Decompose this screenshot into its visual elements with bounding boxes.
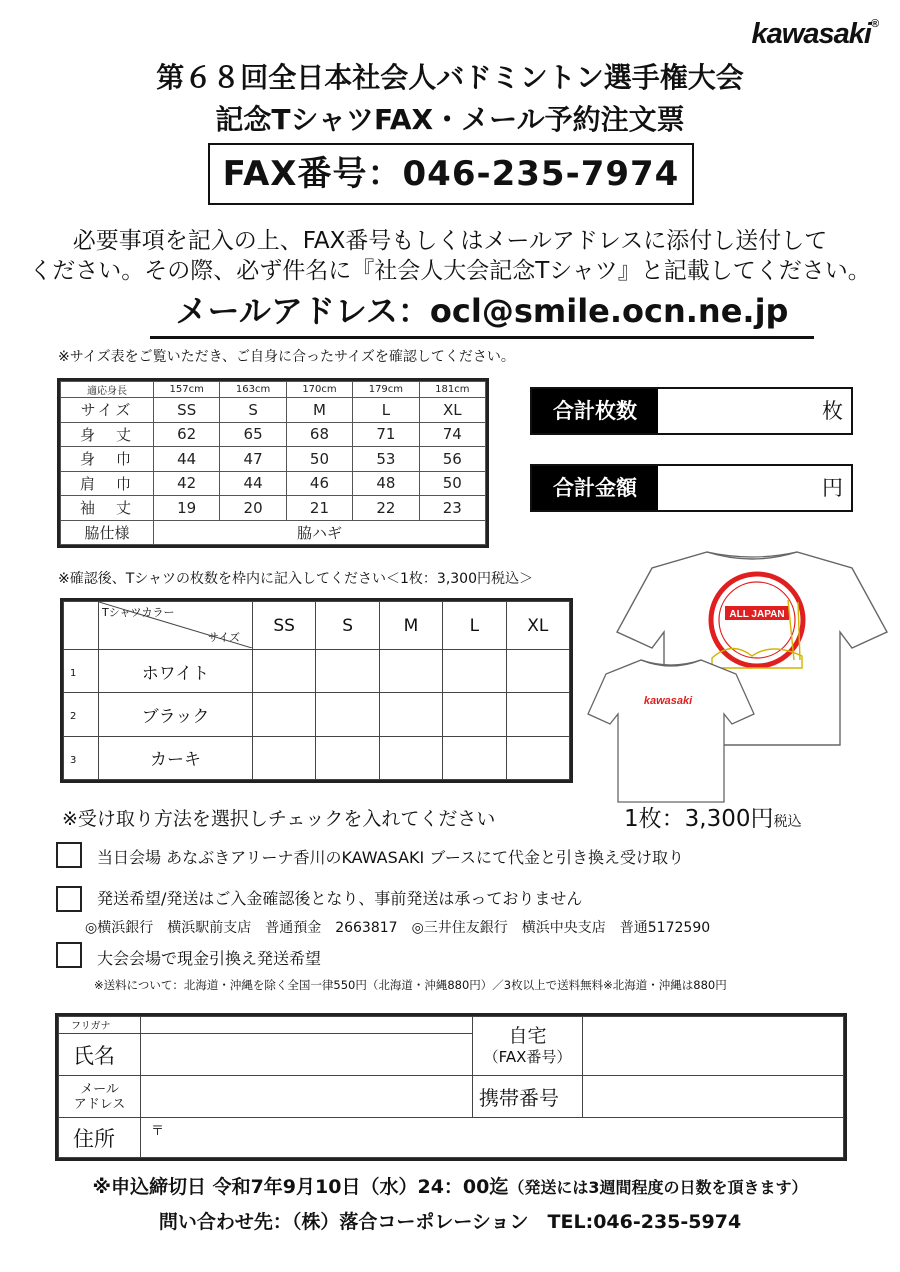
- shipping-fee-note: ※送料について：北海道・沖縄を除く全国一律550円（北海道・沖縄880円）／3枚以上で送料無料※北海道・沖縄は880円: [94, 978, 727, 992]
- size-cell: SS: [154, 398, 220, 423]
- row-label: 袖 丈: [61, 496, 154, 521]
- size-header: XL: [506, 602, 569, 650]
- size-header: M: [379, 602, 442, 650]
- order-header-diagonal: [99, 602, 253, 650]
- cash-on-site-checkbox[interactable]: [56, 942, 82, 968]
- quantity-cell[interactable]: [316, 693, 379, 736]
- size-chart-height-row: [61, 382, 486, 398]
- price-note: [624, 800, 801, 833]
- size-cell: S: [220, 398, 286, 423]
- quantity-cell[interactable]: [379, 736, 442, 779]
- home-label: 自宅: [508, 1024, 547, 1047]
- size-cell: 19: [154, 496, 220, 521]
- height-cell: 181cm: [419, 382, 485, 398]
- quantity-cell[interactable]: [379, 693, 442, 736]
- size-chart-row: [61, 422, 486, 447]
- order-row: [64, 693, 570, 736]
- height-cell: 179cm: [353, 382, 419, 398]
- side-value: 脇ハギ: [154, 520, 486, 545]
- address-label: 住所: [59, 1118, 141, 1158]
- height-cell: 163cm: [220, 382, 286, 398]
- size-chart-row: [61, 398, 486, 423]
- name-label: 氏名: [59, 1034, 141, 1076]
- title-line-2: 記念TシャツFAX・メール予約注文票: [215, 103, 685, 136]
- size-cell: L: [353, 398, 419, 423]
- total-count-unit: 枚: [822, 399, 843, 423]
- total-count-label: 合計枚数: [532, 389, 658, 433]
- kawasaki-logo: kawasaki®: [751, 18, 878, 50]
- size-cell: 71: [353, 422, 419, 447]
- contact-info: 問い合わせ先：（株）落合コーポレーション TEL:046-235-5974: [158, 1211, 742, 1233]
- size-chart-row: [61, 471, 486, 496]
- title-line-1: 第６８回全日本社会人バドミントン選手権大会: [156, 61, 744, 94]
- quantity-cell[interactable]: [253, 693, 316, 736]
- instructions-line-2: ください。その際、必ず件名に『社会人大会記念Tシャツ』と記載してください。: [29, 258, 871, 284]
- height-label: 適応身長: [61, 382, 154, 398]
- size-cell: 21: [286, 496, 352, 521]
- shipping-checkbox[interactable]: [56, 886, 82, 912]
- address-field[interactable]: [141, 1118, 844, 1158]
- total-amount-field[interactable]: [658, 466, 851, 510]
- color-name: ブラック: [99, 693, 253, 736]
- quantity-cell[interactable]: [316, 650, 379, 693]
- quantity-cell[interactable]: [316, 736, 379, 779]
- quantity-cell[interactable]: [506, 693, 569, 736]
- header-size-label: サイズ: [207, 631, 240, 644]
- row-label: サイズ: [61, 398, 154, 423]
- order-table: [60, 598, 573, 783]
- quantity-cell[interactable]: [506, 650, 569, 693]
- size-cell: 44: [220, 471, 286, 496]
- mobile-field[interactable]: [583, 1076, 844, 1118]
- size-cell: 62: [154, 422, 220, 447]
- home-fax-sub: （FAX番号）: [483, 1047, 572, 1066]
- size-cell: 46: [286, 471, 352, 496]
- receive-method-note: ※受け取り方法を選択しチェックを入れてください: [62, 808, 496, 830]
- size-cell: 74: [419, 422, 485, 447]
- email-address: メールアドレス：ocl@smile.ocn.ne.jp: [150, 288, 814, 339]
- customer-info-form: [55, 1013, 847, 1161]
- bank-info: ◎横浜銀行 横浜駅前支店 普通預金 2663817 ◎三井住友銀行 横浜中央支店 普通5172590: [85, 920, 711, 936]
- home-fax-label: [473, 1017, 583, 1076]
- name-field[interactable]: [141, 1034, 473, 1076]
- quantity-cell[interactable]: [253, 736, 316, 779]
- color-name: ホワイト: [99, 650, 253, 693]
- total-amount-label: 合計金額: [532, 466, 658, 510]
- size-chart-row: [61, 447, 486, 472]
- order-header-blank: [64, 602, 99, 650]
- size-chart: [57, 378, 489, 548]
- size-chart-note: ※サイズ表をご覧いただき、ご自身に合ったサイズを確認してください。: [58, 349, 515, 365]
- size-cell: 20: [220, 496, 286, 521]
- mail-label-1: メール: [80, 1081, 119, 1097]
- front-logo: kawasaki: [643, 695, 693, 707]
- order-row: [64, 650, 570, 693]
- total-count-box: [530, 387, 853, 435]
- size-cell: 47: [220, 447, 286, 472]
- size-cell: 42: [154, 471, 220, 496]
- quantity-cell[interactable]: [443, 736, 506, 779]
- size-cell: 23: [419, 496, 485, 521]
- row-label: 身 丈: [61, 422, 154, 447]
- quantity-cell[interactable]: [506, 736, 569, 779]
- color-name: カーキ: [99, 736, 253, 779]
- row-label: 身 巾: [61, 447, 154, 472]
- pickup-checkbox[interactable]: [56, 842, 82, 868]
- furigana-field[interactable]: [141, 1017, 473, 1034]
- size-cell: 22: [353, 496, 419, 521]
- print-text: ALL JAPAN: [729, 609, 785, 620]
- order-row: [64, 736, 570, 779]
- shipping-option-label: 発送希望/発送はご入金確認後となり、事前発送は承っておりません: [97, 889, 583, 908]
- price-main: 1枚：3,300円: [624, 806, 774, 832]
- pickup-option-label: 当日会場 あなぶきアリーナ香川のKAWASAKI ブースにて代金と引き換え受け取り: [97, 848, 685, 867]
- size-cell: 65: [220, 422, 286, 447]
- deadline-sub: （発送には3週間程度の日数を頂きます）: [508, 1178, 808, 1197]
- mail-label-2: アドレス: [73, 1096, 126, 1112]
- row-number: 3: [64, 736, 99, 779]
- size-cell: XL: [419, 398, 485, 423]
- size-cell: 50: [419, 471, 485, 496]
- size-header: S: [316, 602, 379, 650]
- quantity-cell[interactable]: [443, 650, 506, 693]
- quantity-cell[interactable]: [253, 650, 316, 693]
- size-cell: 44: [154, 447, 220, 472]
- size-cell: 48: [353, 471, 419, 496]
- price-tax: 税込: [773, 814, 802, 830]
- postal-mark: 〒: [151, 1124, 165, 1139]
- size-chart-side-row: [61, 520, 486, 545]
- furigana-label: フリガナ: [59, 1017, 141, 1034]
- header-color-label: Tシャツカラー: [102, 606, 175, 619]
- total-amount-unit: 円: [822, 476, 843, 500]
- mail-label: [59, 1076, 141, 1118]
- quantity-cell[interactable]: [379, 650, 442, 693]
- row-label: 肩 巾: [61, 471, 154, 496]
- order-header-row: [64, 602, 570, 650]
- size-cell: 56: [419, 447, 485, 472]
- cash-on-site-option-label: 大会会場で現金引換え発送希望: [97, 949, 322, 968]
- size-cell: M: [286, 398, 352, 423]
- quantity-cell[interactable]: [443, 693, 506, 736]
- size-cell: 53: [353, 447, 419, 472]
- home-fax-field[interactable]: [583, 1017, 844, 1076]
- size-cell: 68: [286, 422, 352, 447]
- size-chart-row: [61, 496, 486, 521]
- mobile-label: 携帯番号: [473, 1076, 583, 1118]
- size-header: L: [443, 602, 506, 650]
- tshirt-front-image: [586, 656, 756, 806]
- row-number: 1: [64, 650, 99, 693]
- total-count-field[interactable]: [658, 389, 851, 433]
- size-cell: 50: [286, 447, 352, 472]
- side-label: 脇仕様: [61, 520, 154, 545]
- row-number: 2: [64, 693, 99, 736]
- order-note: ※確認後、Tシャツの枚数を枠内に記入してください＜1枚：3,300円税込＞: [58, 571, 533, 587]
- size-header: SS: [253, 602, 316, 650]
- mail-field[interactable]: [141, 1076, 473, 1118]
- fax-number-box: FAX番号：046-235-7974: [208, 143, 694, 205]
- deadline: [0, 1172, 900, 1199]
- height-cell: 157cm: [154, 382, 220, 398]
- total-amount-box: [530, 464, 853, 512]
- instructions-line-1: 必要事項を記入の上、FAX番号もしくはメールアドレスに添付し送付して: [72, 228, 828, 254]
- deadline-main: ※申込締切日 令和7年9月10日（水）24：00迄: [92, 1176, 509, 1198]
- height-cell: 170cm: [286, 382, 352, 398]
